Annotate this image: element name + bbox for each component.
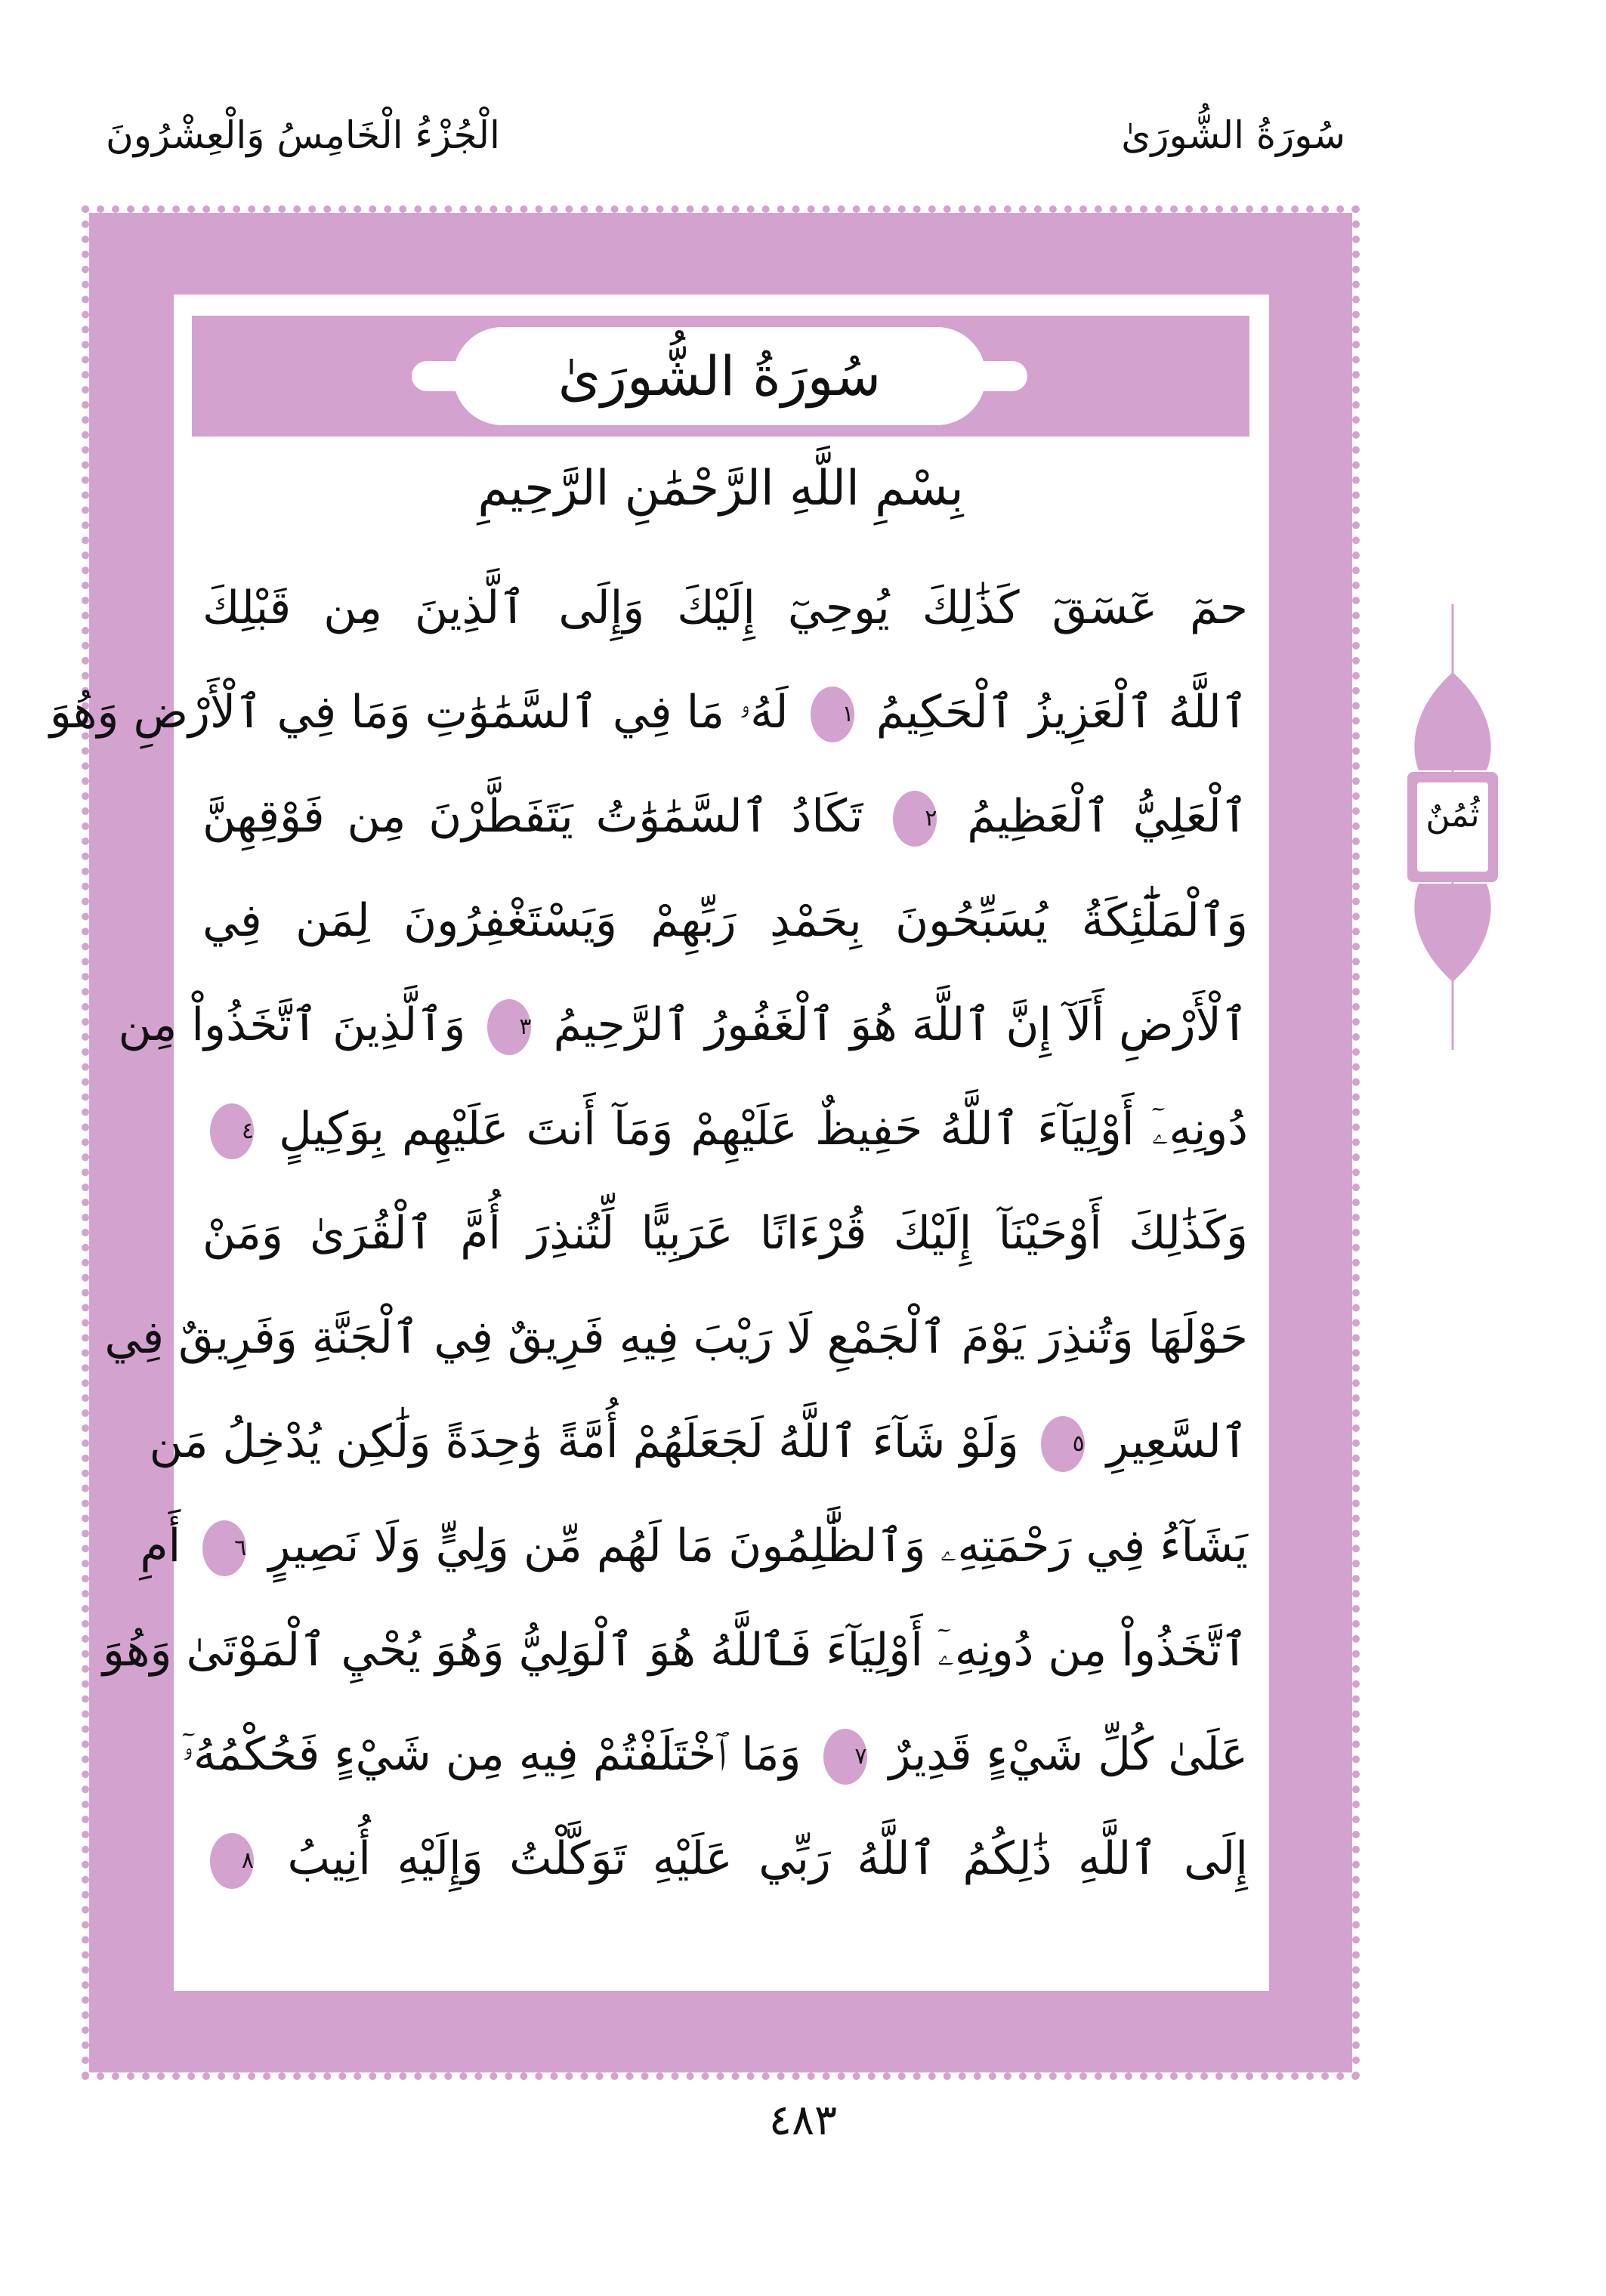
verse-line [202,1813,1248,1904]
verse-text: يَشَآءُ فِي رَحْمَتِهِۦ وَٱلظَّٰلِمُونَ مَا لَهُم مِّن وَلِيٍّ وَلَا نَصِيرٍ [268,1520,1248,1572]
ayah-number-marker: ٦ [202,1520,246,1576]
verse-line [202,1188,1248,1279]
verse-line [181,1709,1248,1800]
hizb-marker-label: ثُمُنٌ [1425,796,1480,835]
verse-line [202,1084,1248,1174]
ayah-number-marker: ٣ [487,999,531,1055]
verse-text: حمٓ عٓسٓقٓ كَذَٰلِكَ يُوحِيٓ إِلَيْكَ وَإِلَى ٱلَّذِينَ مِن قَبْلِكَ [202,582,1248,634]
ayah-number-marker: ٨ [210,1833,254,1889]
surah-title: سُورَةُ الشُّورَىٰ [557,344,882,408]
verse-text: ٱلسَّعِيرِ [1106,1415,1248,1468]
verse-line [140,1501,1248,1591]
running-header-surah: سُورَةُ الشُّورَىٰ [1121,113,1345,157]
verse-text: دُونِهِۦٓ أَوْلِيَآءَ ٱللَّهُ حَفِيظٌ عَلَيْهِمْ وَمَآ أَنتَ عَلَيْهِم بِوَكِيلٍ [279,1103,1248,1156]
verse-text: حَوْلَهَا وَتُنذِرَ يَوْمَ ٱلْجَمْعِ لَا رَيْبَ فِيهِ فَرِيقٌ فِي ٱلْجَنَّةِ وَفَرِيقٌ فِي [104,1311,1248,1364]
basmala: بِسْمِ اللَّهِ الرَّحْمَٰنِ الرَّحِيمِ [477,461,964,517]
verse-text: وَمَا ٱخْتَلَفْتُمْ فِيهِ مِن شَيْءٍ فَحُكْمُهُۥٓ [181,1728,801,1781]
surah-title-cartouche [453,327,986,425]
verse-text: وَكَذَٰلِكَ أَوْحَيْنَآ إِلَيْكَ قُرْءَانًا عَرَبِيًّا لِّتُنذِرَ أُمَّ ٱلْقُرَىٰ وَمَنْ [202,1207,1248,1260]
running-header-juz: الْجُزْءُ الْخَامِسُ وَالْعِشْرُونَ [106,113,500,157]
ayah-number-marker: ١ [811,687,854,742]
verse-text: ٱلْعَلِيُّ ٱلْعَظِيمُ [967,790,1248,843]
verse-text: ٱتَّخَذُواْ مِن دُونِهِۦٓ أَوْلِيَآءَ فَٱللَّهُ هُوَ ٱلْوَلِيُّ وَهُوَ يُحْيِ ٱلْمَوْتَىٰ وَهُوَ [102,1624,1248,1677]
verse-text: ٱللَّهُ ٱلْعَزِيزُ ٱلْحَكِيمُ [876,686,1248,739]
verse-text: تَكَادُ ٱلسَّمَٰوَٰتُ يَتَفَطَّرْنَ مِن فَوْقِهِنَّ [202,790,863,843]
verse-text: وَلَوْ شَآءَ ٱللَّهُ لَجَعَلَهُمْ أُمَّةً وَٰحِدَةً وَلَٰكِن يُدْخِلُ مَن [149,1415,1019,1468]
ayah-number-marker: ٧ [823,1729,867,1785]
verse-text: لَهُۥ مَا فِي ٱلسَّمَٰوَٰتِ وَمَا فِي ٱلْأَرْضِ وَهُوَ [49,686,789,739]
verse-line [202,563,1248,653]
verse-line [118,980,1248,1070]
verse-line [202,875,1248,966]
verse-line [202,771,1248,862]
page-number: ٤٨٣ [768,2096,838,2145]
ayah-number-marker: ٤ [210,1103,254,1159]
ayah-number-marker: ٥ [1041,1416,1085,1472]
verse-line [149,1396,1248,1487]
verse-line [49,667,1248,758]
verse-text: أَمِ [140,1520,181,1572]
verse-text: وَٱلَّذِينَ ٱتَّخَذُواْ مِن [118,998,466,1051]
verse-text: ٱلْأَرْضِ أَلَآ إِنَّ ٱللَّهَ هُوَ ٱلْغَفُورُ ٱلرَّحِيمُ [553,998,1248,1051]
verse-text: وَٱلْمَلَٰٓئِكَةُ يُسَبِّحُونَ بِحَمْدِ رَبِّهِمْ وَيَسْتَغْفِرُونَ لِمَن فِي [202,894,1248,947]
verse-text: إِلَى ٱللَّهِ ذَٰلِكُمُ ٱللَّهُ رَبِّي عَلَيْهِ تَوَكَّلْتُ وَإِلَيْهِ أُنِيبُ [287,1832,1248,1885]
ayah-number-marker: ٢ [893,791,937,847]
verse-line [104,1292,1248,1383]
verse-line [102,1605,1248,1696]
verse-text: عَلَىٰ كُلِّ شَيْءٍ قَدِيرٌ [888,1728,1248,1781]
